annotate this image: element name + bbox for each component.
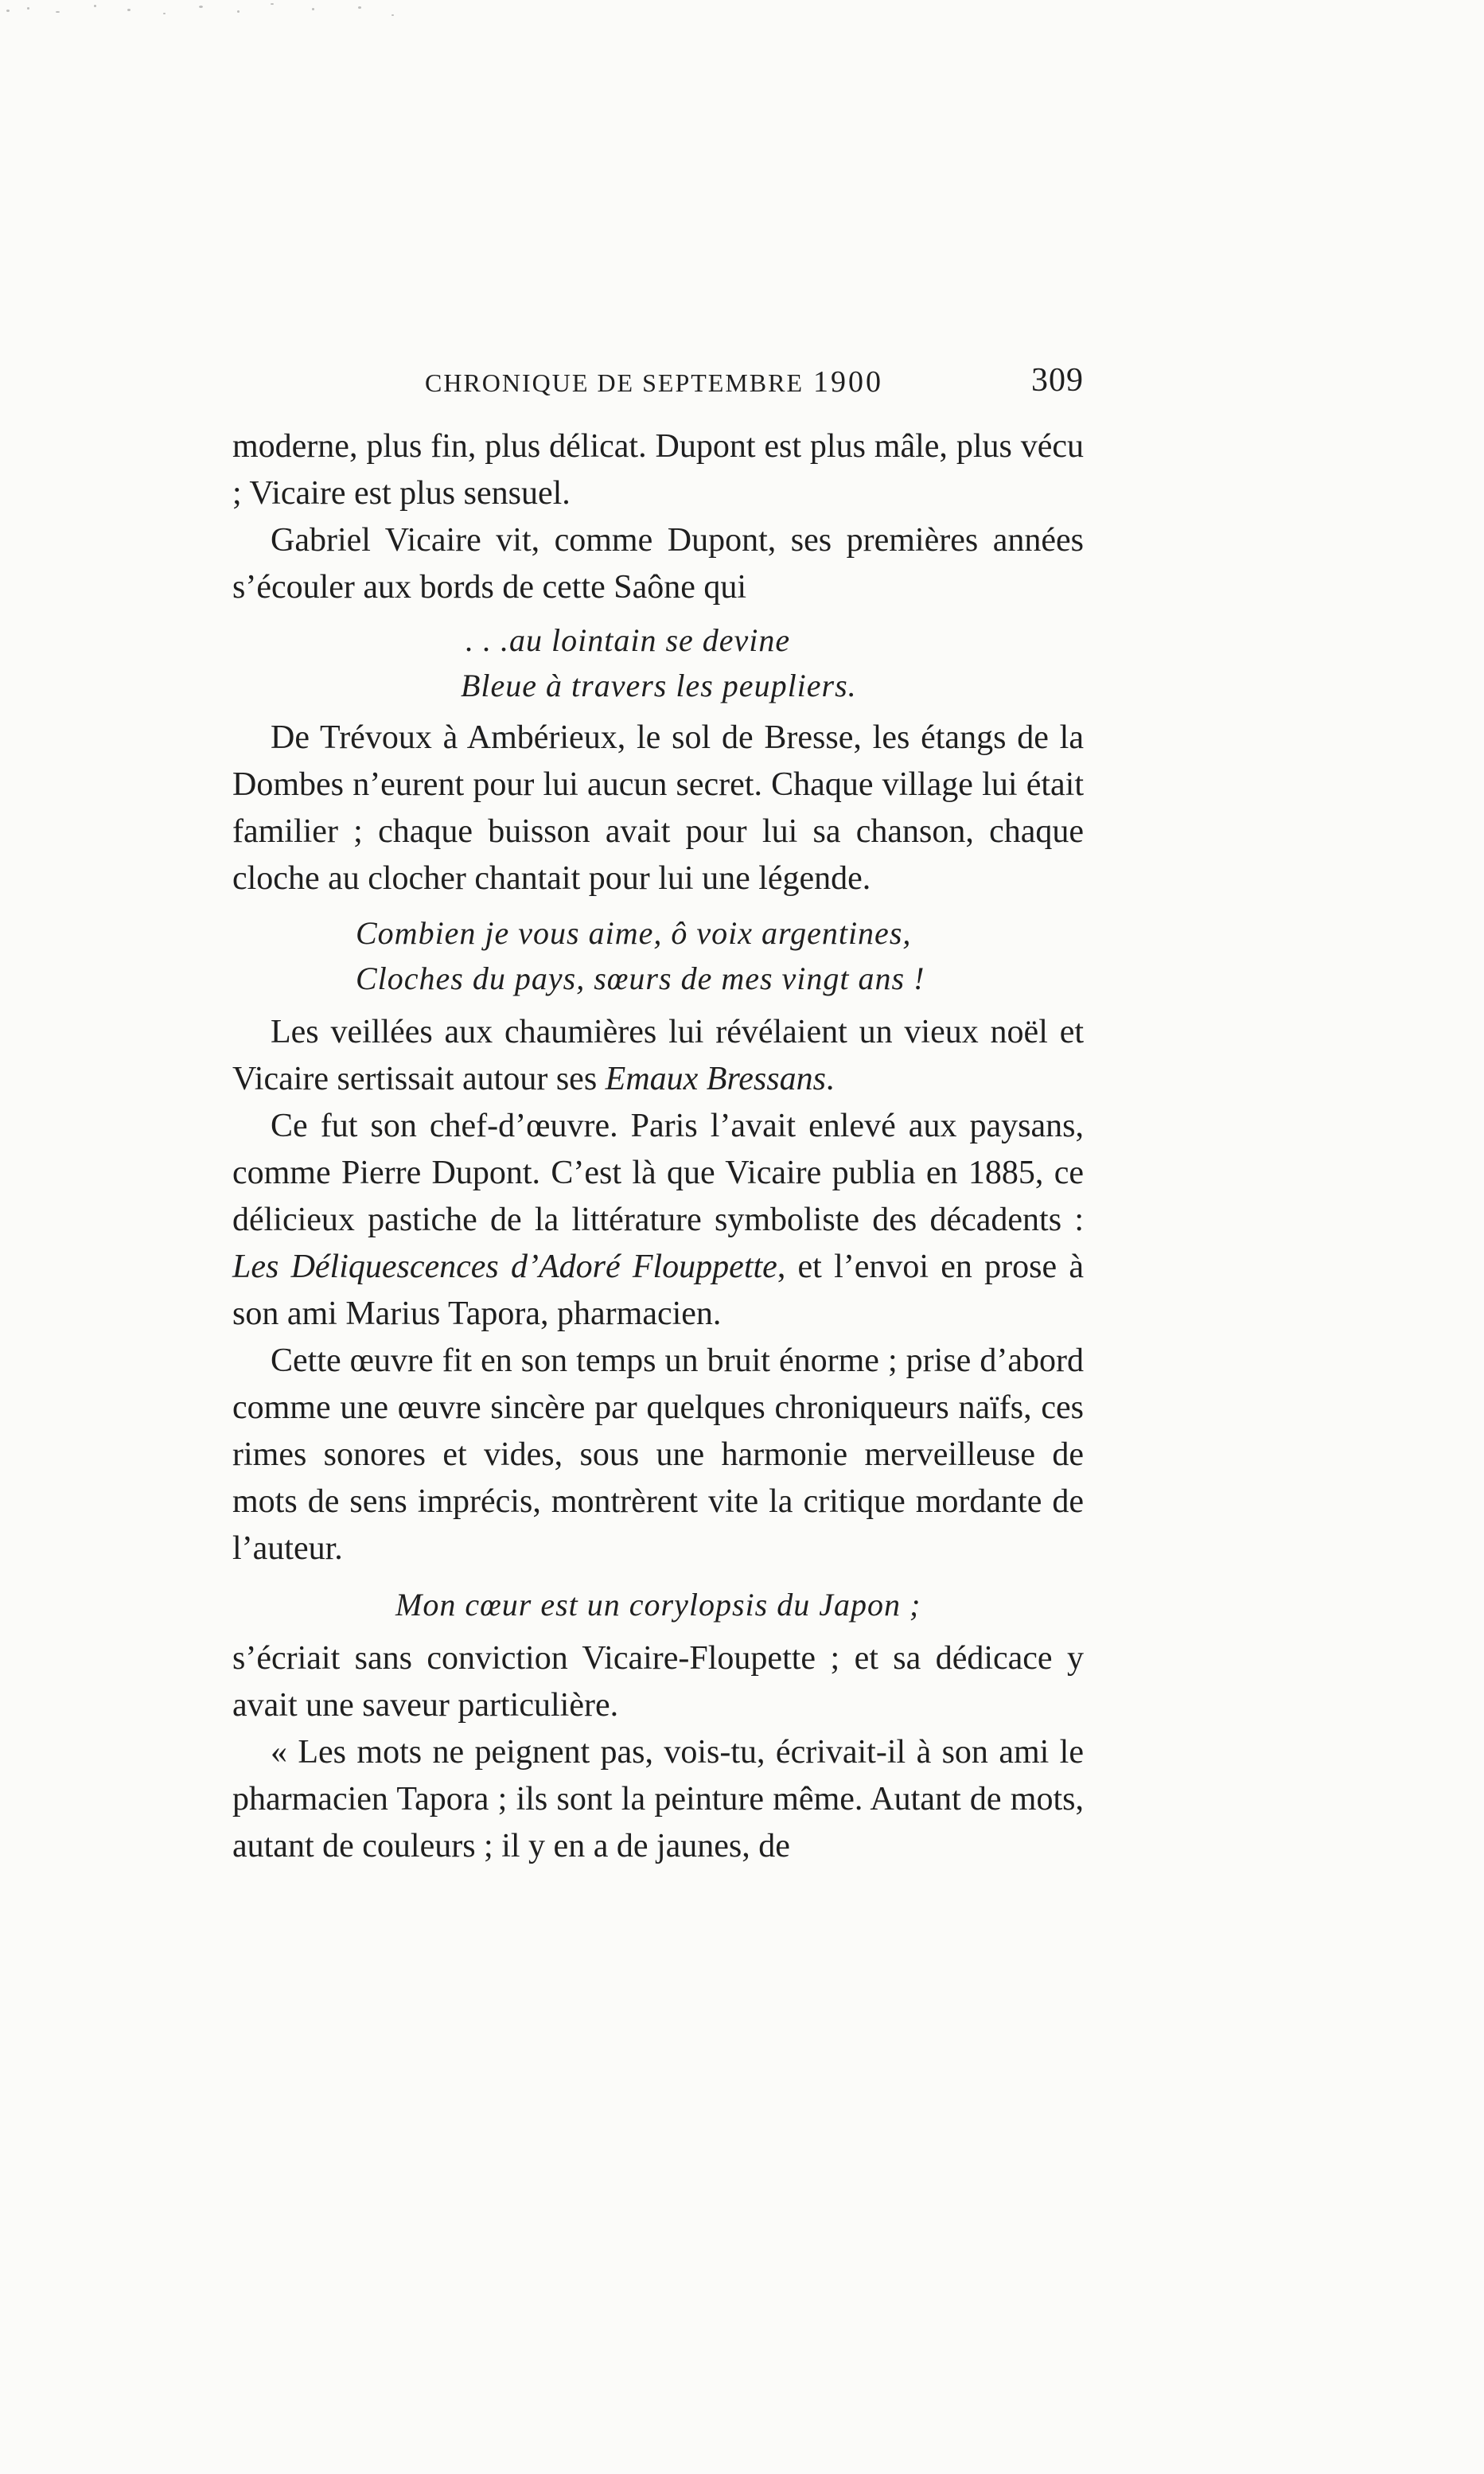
paragraph-les-mots: « Les mots ne peignent pas, vois-tu, écrivait-il à son ami le pharmacien Tapora ; ils sont la peinture même. Autant de mots, autant de couleurs ; il y en a de jaunes, de [232, 1734, 1084, 1864]
scan-speck [271, 3, 274, 5]
scan-speck [163, 13, 166, 14]
scan-specks [0, 0, 414, 56]
verse-cloches-line-1: Combien je vous aime, ô voix argentines, [356, 915, 912, 951]
paragraph-chef-doeuvre-end: , et l’envoi en prose à son ami Marius Tapora, pharmacien. [232, 1249, 1084, 1332]
paragraph-continued: moderne, plus fin, plus délicat. Dupont est plus mâle, plus vécu ; Vicaire est plus sensuel. [232, 428, 1084, 512]
verse-saone-line-1: . . .au lointain se devine [465, 622, 791, 658]
scan-speck [237, 10, 240, 13]
paragraph-chef-doeuvre-text: Ce fut son chef-d’œuvre. Paris l’avait enlevé aux paysans, comme Pierre Dupont. C’est là que Vicaire publia en 1885, ce délicieux pastiche de la littérature symboliste des décadents : [232, 1108, 1084, 1238]
running-title-text: CHRONIQUE DE SEPTEMBRE [425, 368, 804, 397]
scan-speck [56, 11, 60, 13]
verse-cloches-line-2: Cloches du pays, sœurs de mes vingt ans ! [356, 960, 925, 996]
paragraph-emaux-text: Les veillées aux chaumières lui révélaient un vieux noël et Vicaire sertissait autour ses [232, 1014, 1084, 1097]
scan-speck [199, 6, 203, 8]
running-title [425, 364, 883, 399]
paragraph-vicaire-youth: Gabriel Vicaire vit, comme Dupont, ses premières années s’écouler aux bords de cette Saône qui [232, 522, 1084, 606]
paragraph-bruit-enorme: Cette œuvre fit en son temps un bruit énorme ; prise d’abord comme une œuvre sincère par quelques chroniqueurs naïfs, ces rimes sonores et vides, sous une harmonie merveilleuse de mots de sens imprécis, montrèrent vite la critique mordante de l’auteur. [232, 1342, 1084, 1567]
page-number: 309 [1031, 362, 1084, 399]
running-head [232, 364, 1084, 412]
book-title-deliquescences: Les Déliquescences d’Adoré Flouppette [232, 1249, 777, 1285]
paragraph-emaux [232, 1009, 1084, 1103]
scan-speck [391, 14, 394, 16]
verse-corylopsis: Mon cœur est un corylopsis du Japon ; [395, 1587, 921, 1623]
running-title-year: 1900 [813, 365, 884, 399]
paragraph-bresse: De Trévoux à Ambérieux, le sol de Bresse, les étangs de la Dombes n’eurent pour lui aucun secret. Chaque village lui était familier ; chaque buisson avait pour lui sa chanson, chaque cloche au clocher chantait pour lui une légende. [232, 719, 1084, 897]
scan-speck [312, 8, 314, 10]
paragraph-floupette: s’écriait sans conviction Vicaire-Floupette ; et sa dédicace y avait une saveur particulière. [232, 1640, 1084, 1724]
paragraph-chef-doeuvre [232, 1103, 1084, 1338]
scan-speck [358, 6, 361, 9]
paragraph-emaux-end: . [825, 1061, 835, 1097]
main-text [232, 423, 1084, 1870]
scan-speck [6, 10, 10, 12]
verse-saone-line-2: Bleue à travers les peupliers. [461, 668, 857, 703]
scan-speck [94, 5, 96, 7]
scan-speck [127, 9, 130, 11]
scan-speck [27, 7, 29, 10]
book-title-emaux-bressans: Emaux Bressans [605, 1061, 826, 1097]
